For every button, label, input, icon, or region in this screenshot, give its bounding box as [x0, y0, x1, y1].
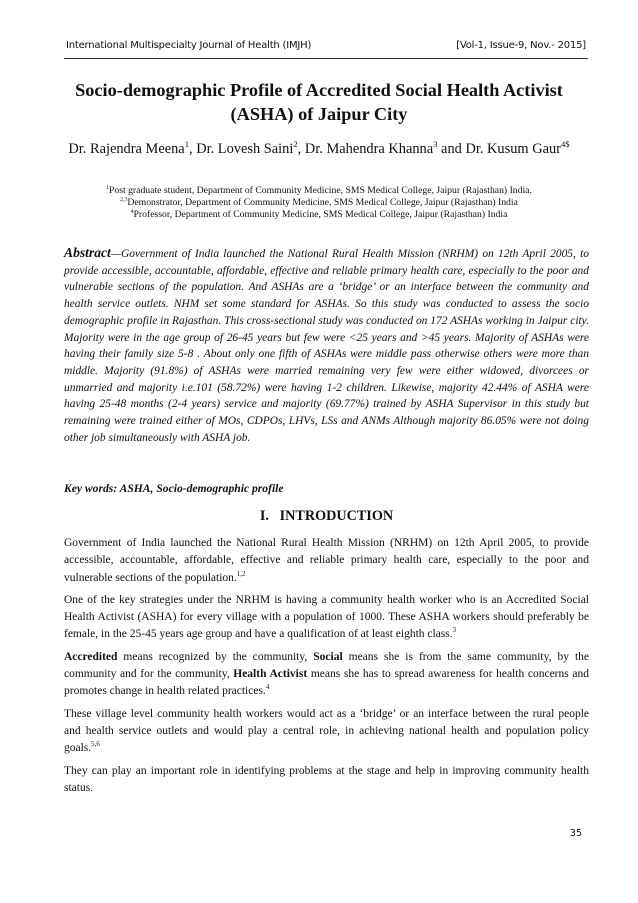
paragraph-text: means she has to spread awareness for health concerns and promotes change in health related practices.	[64, 668, 589, 698]
author-sup: 1	[184, 139, 189, 150]
running-header	[64, 40, 588, 59]
title-line-1: Socio-demographic Profile of Accredited Social Health Activist	[75, 80, 563, 100]
term-bold: Health Activist	[233, 668, 308, 681]
author-name: Dr. Mahendra Khanna	[304, 141, 434, 157]
paragraph	[64, 592, 589, 644]
section-heading	[64, 508, 589, 525]
affiliation-text: Demonstrator, Department of Community Medicine, SMS Medical College, Jaipur (Rajasthan) India	[127, 197, 518, 208]
paragraph	[64, 763, 589, 798]
abstract	[64, 245, 589, 446]
issue-info: [Vol-1, Issue-9, Nov.- 2015]	[456, 40, 586, 51]
paragraph	[64, 649, 589, 701]
paragraph-text: means recognized by the community,	[117, 650, 314, 663]
citation: 4	[265, 684, 270, 692]
paragraph-text: Government of India launched the National Rural Health Mission (NRHM) on 12th April 2005, to provide accessible, accountable, affordable, effective and reliable primary health care, especially to the poor and vulnerable sections of the population.	[64, 537, 589, 584]
author-name: Dr. Rajendra Meena	[68, 141, 185, 157]
title-line-2: (ASHA) of Jaipur City	[230, 104, 408, 124]
citation: 3	[452, 627, 457, 635]
affiliation-text: Professor, Department of Community Medicine, SMS Medical College, Jaipur (Rajasthan) India	[133, 209, 508, 220]
author-name: Dr. Lovesh Saini	[196, 141, 294, 157]
author-list	[40, 140, 598, 158]
paragraph-text: means she is from the same community, by the community and for the community,	[64, 650, 589, 681]
citation: 1,2	[236, 570, 246, 578]
affiliation-line	[40, 209, 598, 221]
author-sep: and	[437, 141, 466, 157]
paragraph	[64, 706, 589, 758]
keywords: Key words: ASHA, Socio-demographic profile	[64, 482, 284, 495]
affiliation-sup: 1	[106, 184, 109, 191]
term-bold: Accredited	[64, 650, 118, 663]
section-number: I.	[259, 508, 269, 524]
author-sup: 2	[293, 139, 298, 150]
paragraph-text: These village level community health workers would act as a ‘bridge’ or an interface between the rural people and health service outlets and would play a central role, in achieving national health and population policy goals.	[64, 707, 589, 755]
page-number: 35	[569, 828, 582, 839]
paper-title	[40, 78, 598, 126]
abstract-dash: —	[110, 248, 121, 260]
affiliation-text: Post graduate student, Department of Community Medicine, SMS Medical College, Jaipur (Rajasthan) India.	[108, 185, 532, 196]
citation: 5,6	[91, 741, 100, 749]
affiliation-line	[40, 185, 598, 197]
author-sep: ,	[189, 141, 197, 157]
author-sup: 3	[433, 139, 438, 150]
term-bold: Social	[313, 650, 343, 663]
abstract-heading: Abstract	[64, 245, 111, 260]
paragraph-text: They can play an important role in identifying problems at the stage and help in improving community health status.	[64, 764, 589, 794]
affiliations	[40, 185, 598, 221]
affiliation-line	[40, 197, 598, 209]
affiliation-sup: 4	[130, 208, 134, 215]
journal-name: International Multispecialty Journal of Health (IMJH)	[66, 40, 312, 51]
body-text	[64, 535, 589, 802]
paragraph	[64, 535, 589, 587]
paragraph-text: One of the key strategies under the NRHM is having a community health worker who is an Accredited Social Health Activist (ASHA) for every village with a population of 1000. These ASHA workers should preferably be female, in the 25-45 years age group and have a qualification of at least eighth class.	[64, 593, 589, 641]
author-name: Dr. Kusum Gaur	[465, 141, 561, 157]
abstract-text: Government of India launched the National Rural Health Mission (NRHM) on 12th April 2005, to provide accessible, accountable, affordable, effective and reliable primary health care, especially to the poor and vulnerable sections of the population. And ASHAs are a ‘bridge’ or an interface between the community and health service outlets. NHM set some standard for ASHAs. So this study was conducted to assess the socio demographic profile in Rajasthan. This cross-sectional study was conducted on 172 ASHAs working in Jaipur city. Majority were in the age group of 26-45 years but few were <25 years and >45 years. Majority of ASHAs were having their family size 5-8 . About only one fifth of ASHAs were middle pass otherwise others were more than middle. Majority (91.8%) of ASHAs were married remaining very few were either widowed, divorcees or unmarried and majority i.e.101 (58.72%) were having 1-2 children. Likewise, majority 42.44% of ASHA were having 25-48 months (2-4 years) service and majority (69.77%) trained by ASHA Supervisor in this study but remaining were trained either of MOs, CDPOs, LHVs, LSs and ANMs Although majority 86.05% were not doing other job simultaneously with ASHA job.	[64, 248, 589, 444]
author-sup: 4$	[560, 139, 570, 150]
affiliation-sup: 2,3	[120, 196, 128, 203]
section-title: INTRODUCTION	[279, 508, 394, 524]
author-sep: ,	[297, 141, 305, 157]
